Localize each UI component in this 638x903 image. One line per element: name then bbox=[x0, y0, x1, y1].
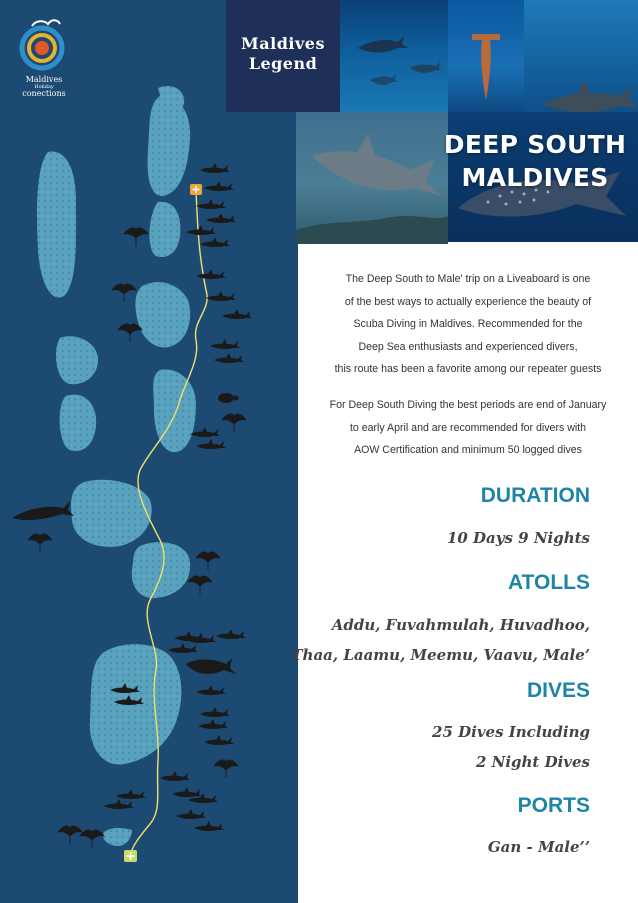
intro-text bbox=[306, 268, 630, 475]
brand-line-1: Maldives bbox=[241, 34, 325, 53]
shark-photo-illustration bbox=[340, 0, 448, 112]
ports-value: Gan - Male’’ bbox=[487, 838, 590, 856]
atolls-line-1: Addu, Fuvahmulah, Huvadhoo, bbox=[331, 616, 590, 634]
intro-paragraph-1 bbox=[306, 268, 630, 381]
turtle-icon bbox=[218, 393, 239, 403]
maldives-legend-brand-tile bbox=[226, 0, 340, 112]
intro-line: The Deep South to Male' trip on a Liveaboard is one bbox=[345, 273, 591, 285]
intro-line: this route has been a favorite among our repeater guests bbox=[334, 363, 602, 376]
duration-value: 10 Days 9 Nights bbox=[446, 529, 590, 547]
logo-line-1: Maldives bbox=[25, 75, 63, 84]
logo-wordmark bbox=[14, 76, 74, 98]
atoll-map bbox=[0, 0, 298, 903]
title-line-1: DEEP SOUTH bbox=[443, 130, 627, 159]
page-title bbox=[432, 128, 638, 194]
maldives-holiday-connections-logo[interactable] bbox=[12, 14, 72, 104]
photo-tiger-shark bbox=[296, 112, 448, 244]
intro-line: AOW Certification and minimum 50 logged dives bbox=[354, 444, 582, 457]
intro-line: Scuba Diving in Maldives. Recommended for the bbox=[353, 318, 583, 331]
duration-heading: DURATION bbox=[480, 484, 590, 507]
intro-line: of the best ways to actually experience the beauty of bbox=[344, 295, 592, 308]
spiral-logo-icon bbox=[12, 14, 72, 74]
intro-paragraph-2 bbox=[306, 394, 630, 462]
route-map bbox=[0, 0, 298, 903]
dives-line-2: 2 Night Dives bbox=[475, 753, 590, 771]
intro-line: to early April and are recommended for divers with bbox=[349, 421, 587, 434]
ports-heading: PORTS bbox=[517, 794, 590, 817]
logo-line-2: Holiday bbox=[34, 84, 54, 90]
title-line-2: MALDIVES bbox=[461, 163, 609, 192]
atolls-line-2: Thaa, Laamu, Meemu, Vaavu, Male’ bbox=[291, 646, 590, 664]
brand-wordmark bbox=[226, 34, 340, 74]
tiger-shark-photo-illustration bbox=[296, 112, 448, 244]
hammerhead-icon bbox=[168, 629, 246, 653]
dives-value bbox=[432, 717, 590, 777]
photo-hammerhead bbox=[448, 0, 524, 112]
intro-line: For Deep South Diving the best periods are end of January bbox=[329, 398, 607, 411]
brand-line-2: Legend bbox=[248, 54, 318, 73]
atolls-heading: ATOLLS bbox=[507, 571, 590, 594]
start-marker-icon bbox=[190, 184, 202, 195]
hammerhead-photo-illustration bbox=[448, 0, 524, 112]
dives-line-1: 25 Dives Including bbox=[432, 723, 590, 741]
atoll-islands bbox=[37, 86, 196, 846]
logo-line-3: conections bbox=[22, 89, 66, 98]
dives-heading: DIVES bbox=[526, 679, 590, 702]
photo-sharks-school bbox=[340, 0, 448, 112]
intro-line: Deep Sea enthusiasts and experienced divers, bbox=[358, 340, 578, 353]
end-marker-icon bbox=[124, 850, 137, 862]
atolls-value bbox=[291, 610, 590, 670]
